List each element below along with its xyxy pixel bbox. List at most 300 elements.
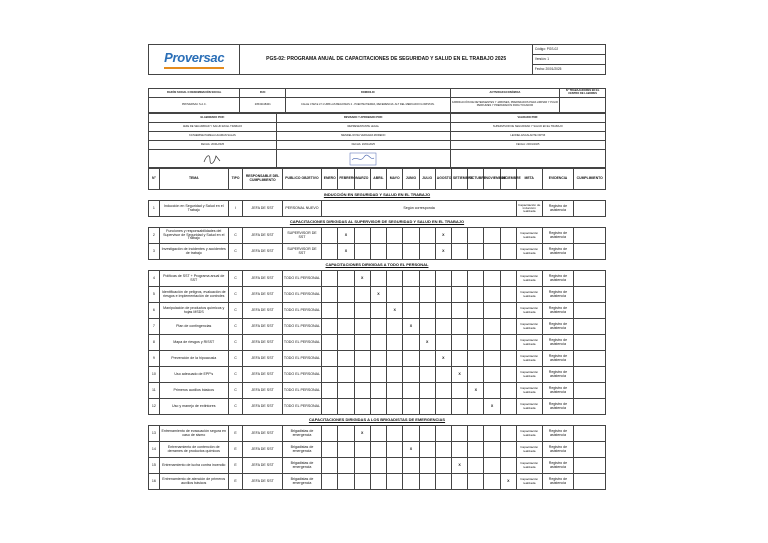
row-month-5: [387, 442, 403, 458]
row-meta: Capacitación realizada: [516, 474, 542, 490]
row-cumplimiento: [574, 474, 606, 490]
row-month-6: [403, 271, 419, 287]
col-month-1: ENERO: [322, 169, 338, 190]
row-month-5: [387, 271, 403, 287]
row-month-mark-6: X: [403, 442, 419, 458]
row-month-2: [338, 442, 354, 458]
section-title: CAPACITACIONES DIRIGIDAS AL SUPERVISOR DE SEGURIDAD Y SALUD EN EL TRABAJO: [289, 218, 465, 224]
row-month-5: [387, 335, 403, 351]
row-publico: PERSONAL NUEVO: [282, 201, 321, 217]
row-publico: TODO EL PERSONAL: [282, 351, 321, 367]
row-month-mark-8: X: [435, 351, 451, 367]
table-row: [149, 426, 606, 442]
row-responsable: JEFA DE SST: [243, 442, 282, 458]
row-month-9: [452, 244, 468, 260]
row-publico: SUPERVISOR DE SST: [282, 228, 321, 244]
row-month-mark-11: X: [484, 399, 500, 415]
row-month-12: [500, 458, 516, 474]
row-publico: TODO EL PERSONAL: [282, 287, 321, 303]
row-evidencia: Registro de asistencia: [542, 474, 574, 490]
row-responsable: JEFA DE SST: [243, 271, 282, 287]
row-month-8: [435, 319, 451, 335]
row-month-10: [468, 474, 484, 490]
row-responsable: JEFA DE SST: [243, 367, 282, 383]
row-meta: Capacitación realizada: [516, 442, 542, 458]
row-number: 9: [149, 351, 160, 367]
table-row: [149, 335, 606, 351]
row-tipo: C: [228, 351, 243, 367]
row-month-12: [500, 367, 516, 383]
col-cumplimiento: CUMPLIMIENTO: [574, 169, 606, 190]
row-month-9: [452, 228, 468, 244]
row-month-5: [387, 474, 403, 490]
row-tema: Entrenamiento de evacuación segura en caso de sismo: [159, 426, 228, 442]
approval-role-elaborado: JEFE DE SEGURIDAD Y SALUD EN EL TRABAJO: [149, 123, 277, 132]
col-month-5: MAYO: [387, 169, 403, 190]
row-tipo: C: [228, 335, 243, 351]
row-month-8: [435, 383, 451, 399]
row-month-8: [435, 303, 451, 319]
row-meta: Capacitación realizada: [516, 303, 542, 319]
row-month-11: [484, 287, 500, 303]
row-month-9: [452, 474, 468, 490]
row-month-12: [500, 442, 516, 458]
row-month-2: [338, 287, 354, 303]
row-month-9: [452, 426, 468, 442]
row-tipo: C: [228, 228, 243, 244]
row-evidencia: Registro de asistencia: [542, 351, 574, 367]
row-month-1: [322, 442, 338, 458]
row-evidencia: Registro de asistencia: [542, 383, 574, 399]
row-month-9: [452, 319, 468, 335]
col-month-6: JUNIO: [403, 169, 419, 190]
row-month-10: [468, 335, 484, 351]
section-title: CAPACITACIONES DIRIGIDAS A TODO EL PERSONAL: [325, 261, 429, 267]
signature-revisado: [276, 150, 450, 168]
row-tipo: E: [228, 458, 243, 474]
company-header-actividad: ACTIVIDAD ECONÓMICA: [450, 89, 560, 98]
row-month-6: [403, 351, 419, 367]
row-tipo: C: [228, 367, 243, 383]
row-month-12: [500, 351, 516, 367]
row-month-10: [468, 399, 484, 415]
row-month-3: [354, 367, 370, 383]
document-code: Código: PGS-02: [532, 45, 605, 55]
row-month-1: [322, 383, 338, 399]
row-month-11: [484, 367, 500, 383]
row-tipo: C: [228, 399, 243, 415]
row-month-mark-6: X: [403, 319, 419, 335]
row-month-8: [435, 474, 451, 490]
signature-validado: [450, 150, 605, 168]
row-month-7: [419, 287, 435, 303]
approval-name-validado: LEONEL ESCALANTE ORTIZ: [450, 132, 605, 141]
row-month-11: [484, 335, 500, 351]
row-month-11: [484, 271, 500, 287]
row-publico: TODO EL PERSONAL: [282, 303, 321, 319]
row-month-mark-12: X: [500, 474, 516, 490]
row-month-mark-9: X: [452, 367, 468, 383]
row-month-1: [322, 399, 338, 415]
row-responsable: JEFA DE SST: [243, 458, 282, 474]
row-evidencia: Registro de asistencia: [542, 319, 574, 335]
row-month-9: [452, 271, 468, 287]
row-publico: TODO EL PERSONAL: [282, 319, 321, 335]
row-evidencia: Registro de asistencia: [542, 426, 574, 442]
row-month-4: [370, 442, 386, 458]
row-month-8: [435, 271, 451, 287]
row-month-6: [403, 474, 419, 490]
row-month-6: [403, 367, 419, 383]
row-month-6: [403, 458, 419, 474]
row-month-mark-7: X: [419, 335, 435, 351]
row-tema: Entrenamiento de atención de primeros auxilios básicos: [159, 474, 228, 490]
approval-date-revisado: FECHA: 20/01/2025: [276, 141, 450, 150]
row-tema: Identificación de peligros, evaluación de riesgos e implementación de controles: [159, 287, 228, 303]
row-month-mark-3: X: [354, 426, 370, 442]
row-month-5: [387, 351, 403, 367]
row-evidencia: Registro de asistencia: [542, 287, 574, 303]
table-row: [149, 458, 606, 474]
row-number: 12: [149, 399, 160, 415]
row-cumplimiento: [574, 442, 606, 458]
company-info-table: [148, 88, 606, 113]
row-month-10: [468, 244, 484, 260]
row-evidencia: Registro de asistencia: [542, 244, 574, 260]
row-cumplimiento: [574, 383, 606, 399]
row-tipo: C: [228, 303, 243, 319]
row-month-7: [419, 383, 435, 399]
row-cumplimiento: [574, 201, 606, 217]
row-month-1: [322, 287, 338, 303]
program-body: [149, 190, 606, 490]
document-date: Fecha: 20/01/2025: [532, 65, 605, 75]
row-month-3: [354, 244, 370, 260]
table-row: [149, 383, 606, 399]
row-meta: Capacitación realizada: [516, 319, 542, 335]
row-month-3: [354, 351, 370, 367]
col-month-3: MARZO: [354, 169, 370, 190]
row-number: 7: [149, 319, 160, 335]
row-month-10: [468, 287, 484, 303]
approval-header-elaborado: ELABORADO POR:: [149, 114, 277, 123]
row-month-mark-9: X: [452, 458, 468, 474]
program-table: [148, 168, 606, 490]
row-number: 6: [149, 303, 160, 319]
row-tipo: I: [228, 201, 243, 217]
approval-header-validado: VALIDADO POR:: [450, 114, 605, 123]
company-header-ruc: RUC: [240, 89, 286, 98]
row-month-10: [468, 426, 484, 442]
row-month-11: [484, 319, 500, 335]
row-month-11: [484, 458, 500, 474]
document-page: [148, 44, 606, 490]
col-month-11: NOVIEMBRE: [484, 169, 500, 190]
row-cumplimiento: [574, 271, 606, 287]
table-row: [149, 474, 606, 490]
row-tema: Prevención de la hipoacusia: [159, 351, 228, 367]
row-tema: Mapa de riesgos y RISST: [159, 335, 228, 351]
row-month-1: [322, 244, 338, 260]
row-month-5: [387, 244, 403, 260]
row-month-8: [435, 287, 451, 303]
company-domicilio: CALLE 3 MZ.E LT.1 URB.LAS BEGONIAS 2 - PUENTE PIEDRA, REFERENCIA: ALT DEL MERCADO FLORISTAN.: [286, 98, 451, 113]
row-month-4: [370, 367, 386, 383]
row-meta: Capacitación realizada: [516, 383, 542, 399]
row-publico: TODO EL PERSONAL: [282, 383, 321, 399]
row-cumplimiento: [574, 244, 606, 260]
col-month-2: FEBRERO: [338, 169, 354, 190]
row-month-10: [468, 442, 484, 458]
row-publico: Brigadistas de emergencia: [282, 474, 321, 490]
table-row: [149, 287, 606, 303]
row-month-7: [419, 228, 435, 244]
row-month-12: [500, 244, 516, 260]
row-month-10: [468, 319, 484, 335]
row-month-1: [322, 228, 338, 244]
table-row: [149, 399, 606, 415]
row-month-4: [370, 319, 386, 335]
row-month-12: [500, 335, 516, 351]
row-responsable: JEFA DE SST: [243, 426, 282, 442]
row-number: 3: [149, 244, 160, 260]
row-month-10: [468, 351, 484, 367]
row-cumplimiento: [574, 367, 606, 383]
row-month-3: [354, 319, 370, 335]
row-month-1: [322, 303, 338, 319]
row-number: 8: [149, 335, 160, 351]
row-publico: TODO EL PERSONAL: [282, 271, 321, 287]
document-version: Versión: 1: [532, 55, 605, 65]
row-responsable: JEFA DE SST: [243, 287, 282, 303]
approval-name-revisado: MENDEL ROSA VERGARA MORENO: [276, 132, 450, 141]
row-month-4: [370, 335, 386, 351]
row-meta: Capacitación realizada: [516, 335, 542, 351]
row-month-12: [500, 271, 516, 287]
table-row: [149, 442, 606, 458]
row-month-9: [452, 399, 468, 415]
row-cumplimiento: [574, 426, 606, 442]
section-title: CAPACITACIONES DIRIGIDAS A LOS BRIGADISTAS DE EMERGENCIAS: [308, 416, 446, 422]
row-number: 13: [149, 426, 160, 442]
row-number: 2: [149, 228, 160, 244]
company-razon-social: PROVERSAC S.A.C.: [149, 98, 240, 113]
table-row: [149, 303, 606, 319]
section-title-row: [149, 415, 606, 426]
row-number: 4: [149, 271, 160, 287]
row-cumplimiento: [574, 303, 606, 319]
row-month-4: [370, 303, 386, 319]
row-meta: Capacitación realizada: [516, 287, 542, 303]
company-header-trabajadores: N° TRABAJADORES EN EL CENTRO DE LABORES: [560, 89, 606, 98]
row-tipo: E: [228, 442, 243, 458]
logo-text: Proversac: [164, 49, 225, 65]
row-month-11: [484, 426, 500, 442]
col-meta: META: [516, 169, 542, 190]
row-number: 5: [149, 287, 160, 303]
section-title-row: [149, 190, 606, 201]
row-month-mark-4: X: [370, 287, 386, 303]
row-month-12: [500, 426, 516, 442]
row-meta: Capacitación realizada: [516, 244, 542, 260]
row-publico: SUPERVISOR DE SST: [282, 244, 321, 260]
row-responsable: JEFA DE SST: [243, 303, 282, 319]
approval-date-elaborado: FECHA: 20/01/2025: [149, 141, 277, 150]
row-month-8: [435, 367, 451, 383]
row-month-3: [354, 458, 370, 474]
company-trabajadores: [560, 98, 606, 113]
row-tema: Entrenamiento de lucha contra incendio: [159, 458, 228, 474]
row-month-3: [354, 399, 370, 415]
row-evidencia: Registro de asistencia: [542, 442, 574, 458]
row-month-4: [370, 271, 386, 287]
row-tema: Funciones y responsabilidades del Supervisor de Seguridad y Salud en el Trabajo: [159, 228, 228, 244]
row-month-3: [354, 287, 370, 303]
row-month-11: [484, 244, 500, 260]
col-month-9: SETIEMBRE: [452, 169, 468, 190]
row-month-9: [452, 335, 468, 351]
row-month-mark-8: X: [435, 244, 451, 260]
row-month-12: [500, 287, 516, 303]
row-meta: Capacitación realizada: [516, 351, 542, 367]
row-month-3: [354, 474, 370, 490]
row-month-4: [370, 426, 386, 442]
row-meta: Capacitación realizada: [516, 458, 542, 474]
row-month-11: [484, 351, 500, 367]
row-month-7: [419, 244, 435, 260]
row-month-4: [370, 474, 386, 490]
row-tema: Plan de contingencias: [159, 319, 228, 335]
row-month-9: [452, 351, 468, 367]
approval-name-elaborado: KATHERINE PAMELA HUAMAN SALAS: [149, 132, 277, 141]
row-month-3: [354, 335, 370, 351]
row-tema: Uso y manejo de extintores: [159, 399, 228, 415]
row-meta: Capacitación realizada: [516, 228, 542, 244]
row-tema: Uso adecuado de EPP's: [159, 367, 228, 383]
row-number: 10: [149, 367, 160, 383]
row-month-6: [403, 303, 419, 319]
row-number: 16: [149, 474, 160, 490]
row-month-7: [419, 303, 435, 319]
row-cumplimiento: [574, 319, 606, 335]
row-month-2: [338, 458, 354, 474]
row-month-8: [435, 458, 451, 474]
col-month-8: AGOSTO: [435, 169, 451, 190]
col-num: N°: [149, 169, 160, 190]
row-month-7: [419, 426, 435, 442]
row-cumplimiento: [574, 458, 606, 474]
approval-role-validado: SUPERVISOR DE SEGURIDAD Y SALUD EN EL TRABAJO: [450, 123, 605, 132]
row-month-5: [387, 426, 403, 442]
row-number: 14: [149, 442, 160, 458]
section-title-row: [149, 217, 606, 228]
row-responsable: JEFA DE SST: [243, 228, 282, 244]
row-month-7: [419, 271, 435, 287]
row-number: 1: [149, 201, 160, 217]
row-month-7: [419, 399, 435, 415]
col-month-7: JULIO: [419, 169, 435, 190]
row-month-5: [387, 287, 403, 303]
row-tipo: C: [228, 383, 243, 399]
row-responsable: JEFA DE SST: [243, 244, 282, 260]
approval-header-revisado: REVISADO Y APROBADO POR:: [276, 114, 450, 123]
row-month-12: [500, 319, 516, 335]
row-evidencia: Registro de asistencia: [542, 335, 574, 351]
row-month-2: [338, 351, 354, 367]
row-meta: Capacitación realizada: [516, 426, 542, 442]
logo-underline: [164, 67, 224, 69]
section-title-row: [149, 260, 606, 271]
row-tema: Primeros auxilios básicos: [159, 383, 228, 399]
row-month-2: [338, 271, 354, 287]
company-header-domicilio: DOMICILIO: [286, 89, 451, 98]
section-title: INDUCCIÓN EN SEGURIDAD Y SALUD EN EL TRABAJO: [323, 191, 431, 197]
row-month-3: [354, 303, 370, 319]
row-tema: Inducción en Seguridad y Salud en el Trabajo: [159, 201, 228, 217]
row-month-6: [403, 287, 419, 303]
row-number: 15: [149, 458, 160, 474]
row-month-3: [354, 383, 370, 399]
row-month-7: [419, 367, 435, 383]
row-month-7: [419, 319, 435, 335]
row-evidencia: Registro de asistencia: [542, 228, 574, 244]
row-month-8: [435, 426, 451, 442]
row-month-8: [435, 399, 451, 415]
row-tipo: E: [228, 474, 243, 490]
document-header: [148, 44, 606, 75]
row-month-10: [468, 458, 484, 474]
program-header-row: [149, 169, 606, 190]
row-month-11: [484, 383, 500, 399]
row-responsable: JEFA DE SST: [243, 201, 282, 217]
row-meta: Capacitación realizada: [516, 367, 542, 383]
row-month-10: [468, 271, 484, 287]
row-month-mark-10: X: [468, 383, 484, 399]
row-month-2: [338, 399, 354, 415]
row-month-3: [354, 442, 370, 458]
row-month-5: [387, 458, 403, 474]
row-month-11: [484, 474, 500, 490]
row-month-6: [403, 335, 419, 351]
row-month-8: [435, 335, 451, 351]
row-evidencia: Registro de asistencia: [542, 367, 574, 383]
row-month-6: [403, 383, 419, 399]
row-month-10: [468, 228, 484, 244]
col-publico: PUBLICO OBJETIVO: [282, 169, 321, 190]
row-tipo: C: [228, 319, 243, 335]
row-month-5: [387, 319, 403, 335]
col-tipo: TIPO: [228, 169, 243, 190]
row-month-10: [468, 367, 484, 383]
row-month-6: [403, 399, 419, 415]
row-month-9: [452, 383, 468, 399]
row-evidencia: Registro de asistencia: [542, 271, 574, 287]
row-month-7: [419, 442, 435, 458]
row-evidencia: Registro de asistencia: [542, 201, 574, 217]
table-row: [149, 228, 606, 244]
row-month-4: [370, 383, 386, 399]
row-cumplimiento: [574, 399, 606, 415]
row-publico: TODO EL PERSONAL: [282, 367, 321, 383]
approval-date-validado: FECHA: 20/01/2025: [450, 141, 605, 150]
row-month-7: [419, 474, 435, 490]
row-month-2: [338, 367, 354, 383]
row-responsable: JEFA DE SST: [243, 351, 282, 367]
row-month-7: [419, 458, 435, 474]
row-month-1: [322, 474, 338, 490]
table-row: [149, 367, 606, 383]
row-month-9: [452, 442, 468, 458]
